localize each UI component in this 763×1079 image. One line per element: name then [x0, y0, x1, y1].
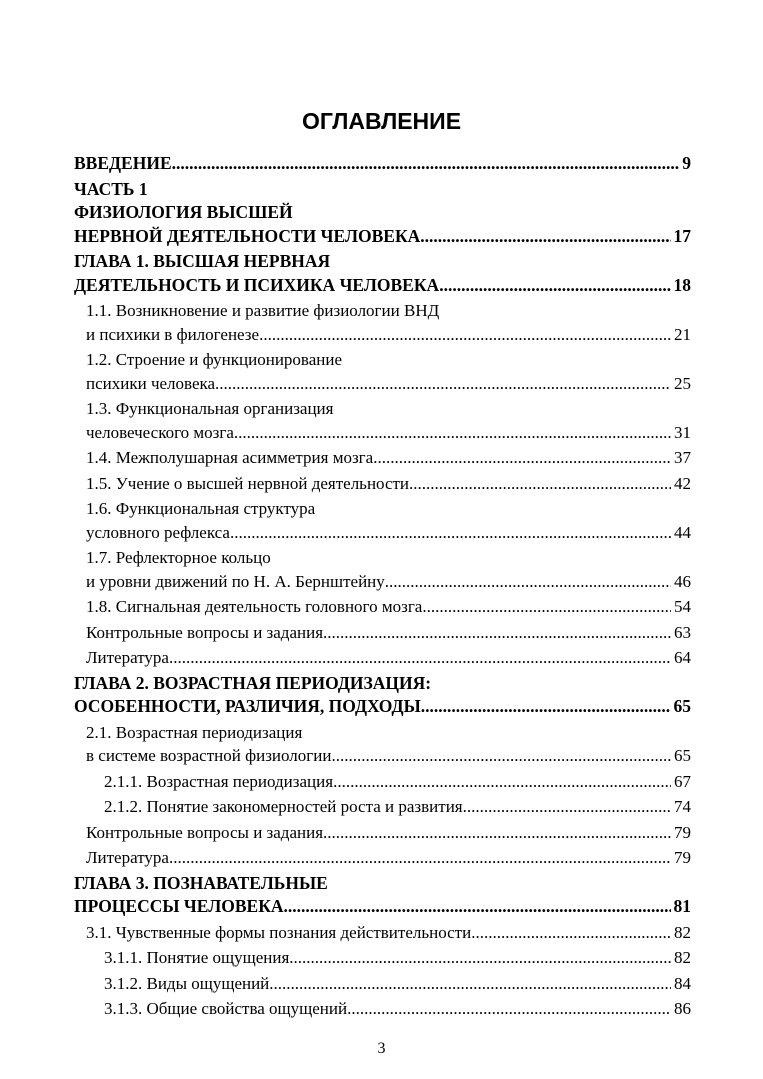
- dot-leader: [284, 895, 671, 919]
- toc-entry-title: 3.1.1. Понятие ощущения: [104, 948, 290, 967]
- toc-entry-title: ПРОЦЕССЫ ЧЕЛОВЕКА: [74, 896, 284, 916]
- toc-entry-page: 42: [674, 473, 691, 493]
- toc-entry[interactable]: [74, 921, 691, 945]
- dot-leader: [409, 472, 671, 496]
- toc-entry-line: [74, 821, 691, 845]
- toc-entry-page: 82: [674, 948, 691, 967]
- dot-leader: [333, 770, 671, 794]
- dot-leader: [269, 972, 671, 996]
- toc-entry-page: 74: [674, 797, 691, 816]
- toc-entry-title: 2.1.2. Понятие закономерностей роста и развития: [104, 797, 463, 816]
- toc-entry-title: 2.1.1. Возрастная периодизация: [104, 771, 334, 791]
- table-of-contents: [74, 152, 691, 1023]
- toc-entry-page: 54: [674, 597, 691, 616]
- toc-entry-line: [74, 972, 691, 996]
- toc-entry[interactable]: [74, 595, 691, 619]
- toc-entry[interactable]: [74, 672, 691, 719]
- toc-entry-line: [74, 595, 691, 619]
- toc-entry-title: и психики в филогенезе: [86, 324, 260, 344]
- dot-leader: [169, 646, 671, 670]
- toc-entry-line: [74, 646, 691, 670]
- toc-entry-title: Контрольные вопросы и задания: [86, 622, 324, 642]
- toc-entry-title: человеческого мозга: [86, 422, 234, 442]
- toc-entry-title: ФИЗИОЛОГИЯ ВЫСШЕЙ: [74, 202, 293, 222]
- toc-entry-title: 2.1. Возрастная периодизация: [86, 722, 303, 742]
- toc-entry-page: 9: [682, 153, 691, 173]
- toc-entry-page: 82: [674, 922, 691, 942]
- toc-entry-line: [74, 152, 691, 176]
- toc-entry-page: 86: [674, 999, 691, 1018]
- toc-entry-line: [74, 997, 691, 1021]
- toc-entry-page: 63: [674, 622, 691, 642]
- toc-entry-title: 3.1.2. Виды ощущений: [104, 973, 270, 993]
- page-title: ОГЛАВЛЕНИЕ: [301, 108, 462, 134]
- toc-entry-title: и уровни движений по Н. А. Бернштейну: [86, 571, 385, 591]
- toc-entry-title: Контрольные вопросы и задания: [86, 822, 324, 842]
- toc-entry-page: 37: [674, 448, 691, 467]
- toc-entry-title: ГЛАВА 3. ПОЗНАВАТЕЛЬНЫЕ: [74, 872, 328, 893]
- toc-entry-title: психики человека: [86, 373, 216, 393]
- toc-entry-title: 3.1. Чувственные формы познания действительности: [86, 922, 472, 942]
- toc-entry-title: 3.1.3. Общие свойства ощущений: [104, 999, 348, 1018]
- toc-entry-line: [74, 795, 691, 819]
- toc-entry-title: ЧАСТЬ 1: [74, 178, 148, 199]
- toc-entry-page: 64: [674, 648, 691, 667]
- dot-leader: [323, 821, 671, 845]
- toc-entry-page: 21: [674, 324, 691, 344]
- toc-entry[interactable]: [74, 497, 691, 544]
- toc-entry[interactable]: [74, 299, 691, 346]
- toc-entry-line: [74, 744, 691, 768]
- dot-leader: [385, 570, 671, 594]
- dot-leader: [331, 744, 671, 768]
- toc-entry-page: 18: [673, 274, 691, 295]
- dot-leader: [169, 846, 671, 870]
- toc-entry-page: 65: [673, 696, 691, 716]
- dot-leader: [230, 521, 671, 545]
- toc-entry-title: условного рефлекса: [86, 522, 230, 542]
- dot-leader: [215, 372, 671, 396]
- toc-entry-title: 1.7. Рефлекторное кольцо: [86, 548, 271, 567]
- toc-entry-line: [74, 521, 691, 545]
- toc-entry[interactable]: [74, 946, 691, 970]
- toc-entry-line: [74, 570, 691, 594]
- toc-entry-title: ДЕЯТЕЛЬНОСТЬ И ПСИХИКА ЧЕЛОВЕКА: [74, 274, 440, 295]
- dot-leader: [347, 997, 671, 1021]
- dot-leader: [422, 595, 671, 619]
- toc-entry-title: в системе возрастной физиологии: [86, 746, 332, 765]
- toc-entry-page: 67: [674, 771, 691, 791]
- toc-entry[interactable]: [74, 872, 691, 919]
- toc-entry[interactable]: [74, 821, 691, 845]
- toc-entry[interactable]: [74, 472, 691, 496]
- toc-entry-title: 1.4. Межполушарная асимметрия мозга: [86, 448, 374, 467]
- toc-entry-line: [74, 946, 691, 970]
- dot-leader: [234, 421, 671, 445]
- dot-leader: [323, 621, 671, 645]
- toc-entry[interactable]: [74, 646, 691, 670]
- toc-entry-line: [74, 225, 691, 249]
- toc-entry-line: [74, 770, 691, 794]
- toc-entry-title: Литература: [86, 848, 169, 867]
- toc-entry-line: [74, 446, 691, 470]
- toc-entry[interactable]: [74, 770, 691, 794]
- toc-entry-title: 1.6. Функциональная структура: [86, 499, 316, 518]
- toc-entry-line: [74, 323, 691, 347]
- toc-entry[interactable]: [74, 446, 691, 470]
- toc-entry-line: [74, 895, 691, 919]
- toc-entry-page: 44: [674, 522, 691, 542]
- dot-leader: [172, 152, 680, 176]
- toc-entry[interactable]: [74, 250, 691, 297]
- dot-leader: [373, 446, 671, 470]
- toc-entry-line: [74, 921, 691, 945]
- toc-entry-title: 1.8. Сигнальная деятельность головного мозга: [86, 597, 423, 616]
- toc-entry-title: ОСОБЕННОСТИ, РАЗЛИЧИЯ, ПОДХОДЫ: [74, 696, 421, 716]
- toc-entry-page: 25: [674, 373, 691, 393]
- toc-entry[interactable]: [74, 721, 691, 768]
- toc-entry-line: [74, 621, 691, 645]
- toc-entry-title: 1.3. Функциональная организация: [86, 399, 334, 418]
- toc-entry[interactable]: [74, 795, 691, 819]
- dot-leader: [421, 695, 671, 719]
- toc-entry[interactable]: [74, 348, 691, 395]
- toc-entry-title: НЕРВНОЙ ДЕЯТЕЛЬНОСТИ ЧЕЛОВЕКА: [74, 225, 421, 246]
- dot-leader: [463, 795, 671, 819]
- toc-entry[interactable]: [74, 972, 691, 996]
- toc-entry-page: 31: [674, 422, 691, 442]
- toc-entry-page: 84: [674, 973, 691, 993]
- toc-entry[interactable]: [74, 152, 691, 176]
- toc-entry-page: 81: [673, 896, 691, 916]
- toc-entry-page: 79: [674, 822, 691, 842]
- dot-leader: [420, 225, 670, 249]
- toc-entry-title: ГЛАВА 1. ВЫСШАЯ НЕРВНАЯ: [74, 251, 331, 271]
- toc-entry-line: [74, 846, 691, 870]
- dot-leader: [439, 274, 670, 298]
- toc-entry-line: [74, 421, 691, 445]
- toc-entry-page: 79: [674, 848, 691, 867]
- dot-leader: [259, 323, 671, 347]
- toc-entry-page: 17: [673, 225, 691, 246]
- toc-entry-line: [74, 372, 691, 396]
- toc-entry-title: 1.2. Строение и функционирование: [86, 350, 343, 369]
- toc-entry[interactable]: [74, 546, 691, 593]
- page-number: 3: [377, 1040, 386, 1057]
- toc-entry-title: Литература: [86, 648, 169, 667]
- toc-entry[interactable]: [74, 621, 691, 645]
- toc-entry[interactable]: [74, 997, 691, 1021]
- toc-entry-line: [74, 695, 691, 719]
- toc-entry-line: [74, 472, 691, 496]
- toc-entry[interactable]: [74, 846, 691, 870]
- toc-entry-page: 46: [674, 571, 691, 591]
- toc-entry[interactable]: [74, 178, 691, 249]
- toc-entry-title: ВВЕДЕНИЕ: [74, 153, 172, 173]
- toc-entry-page: 65: [674, 746, 691, 765]
- dot-leader: [289, 946, 671, 970]
- toc-entry-title: ГЛАВА 2. ВОЗРАСТНАЯ ПЕРИОДИЗАЦИЯ:: [74, 672, 432, 693]
- dot-leader: [471, 921, 671, 945]
- toc-entry-line: [74, 274, 691, 298]
- toc-entry-title: 1.5. Учение о высшей нервной деятельности: [86, 473, 410, 493]
- toc-entry[interactable]: [74, 397, 691, 444]
- toc-entry-title: 1.1. Возникновение и развитие физиологии ВНД: [86, 301, 440, 320]
